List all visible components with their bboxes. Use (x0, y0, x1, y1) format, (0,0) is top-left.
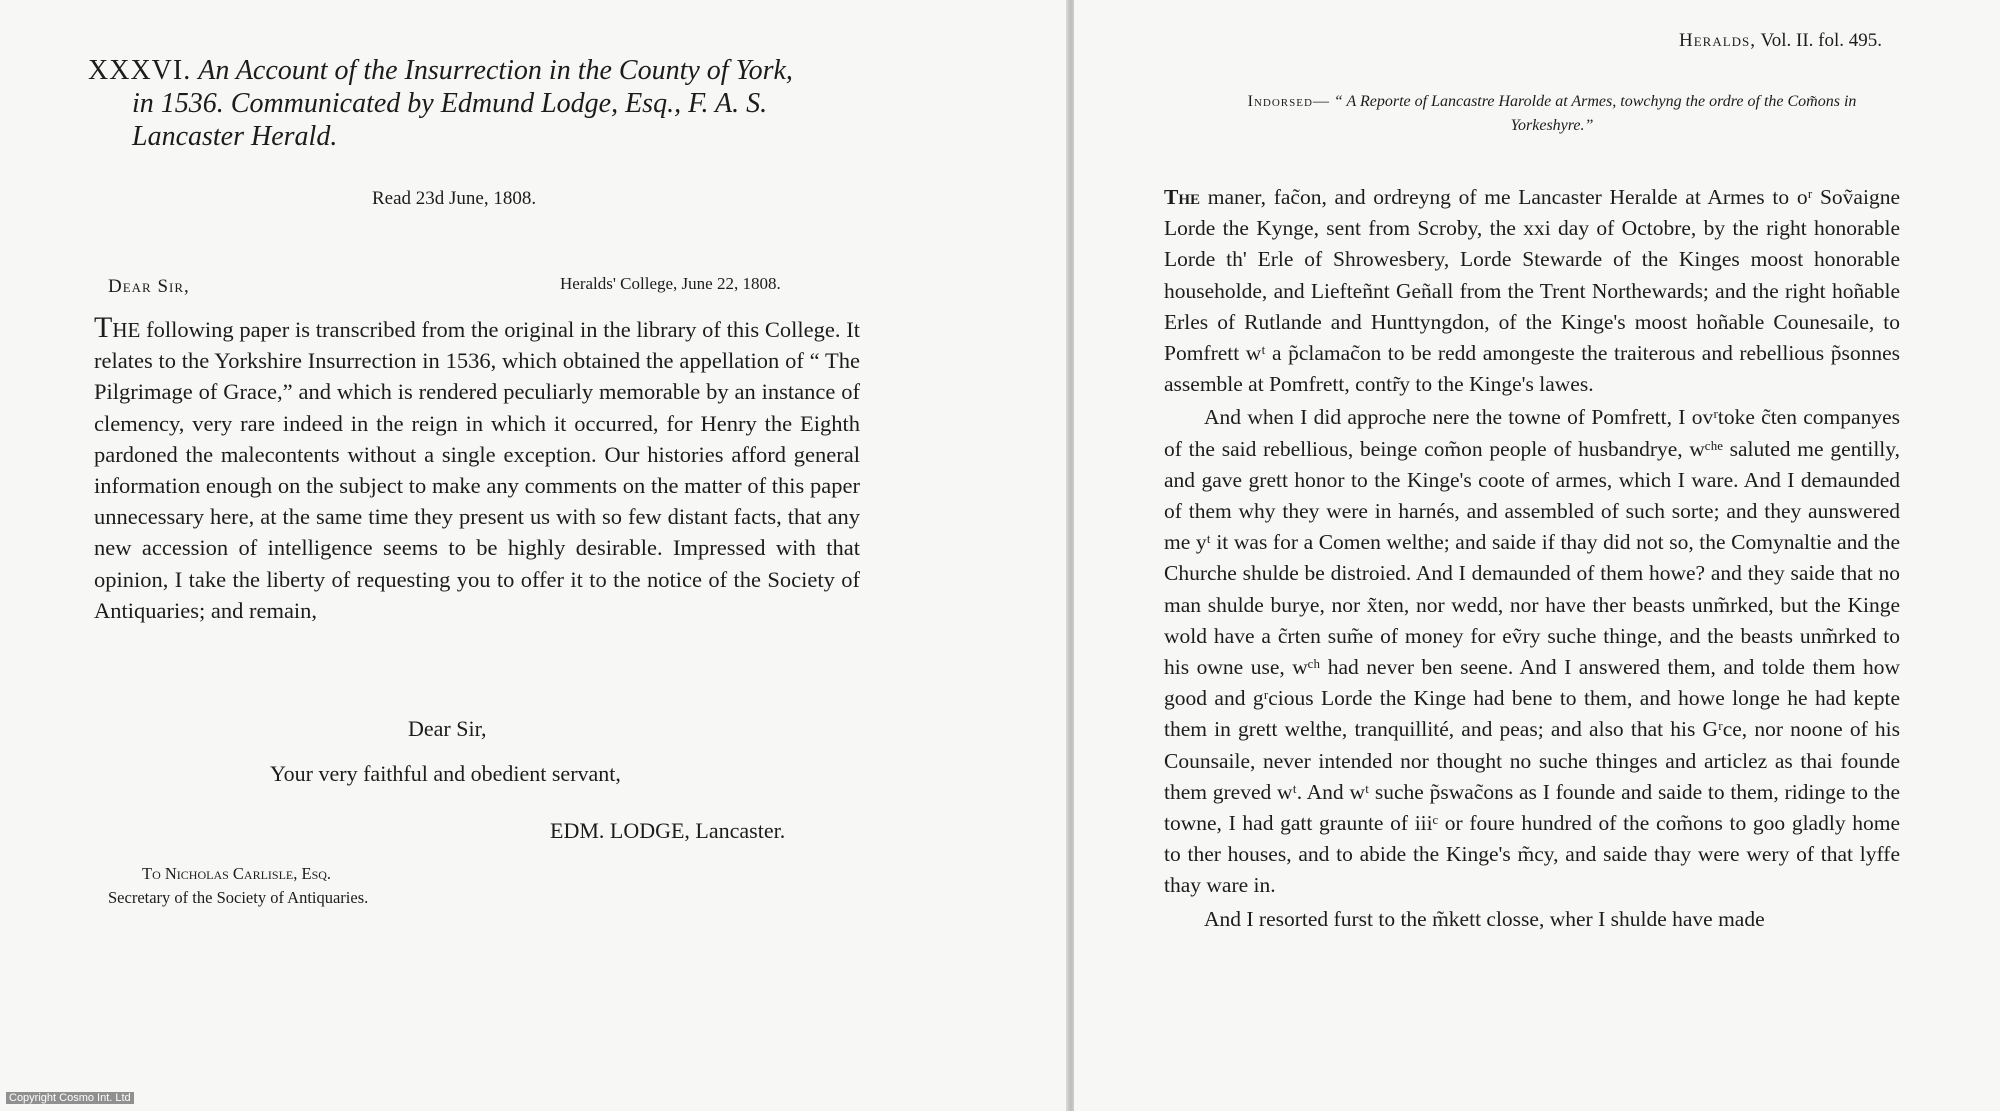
salutation: Dear Sir, (108, 276, 190, 297)
running-head-rest: Vol. II. fol. 495. (1760, 30, 1882, 51)
indorsement (1232, 90, 1872, 138)
letter-dropcap: The (94, 311, 141, 344)
article-title-line1: An Account of the Insurrection in the County of York, (198, 55, 793, 86)
report-text (1164, 182, 1900, 937)
report-paragraph-3: And I resorted furst to the m̃kett closse, wher I shulde have made (1204, 906, 1765, 931)
read-date: Read 23d June, 1808. (372, 188, 537, 209)
indorsement-text: “ A Reporte of Lancastre Harolde at Armes, towchyng the ordre of the Com̃ons in Yorkeshyre.” (1333, 93, 1857, 134)
indorsement-label: Indorsed— (1247, 93, 1330, 110)
report-paragraph-2: And when I did approche nere the towne of Pomfrett, I ovʳtoke c̃ten companyes of the said rebellious, beinge com̃on people of husbandrye, wᶜʰᵉ saluted me gentilly, and gave grett honor to the Kinge's coote of armes, which I ware. And I demaunded of them why they were in harnés, and assembled of such sorte; and they aunswered me yᵗ it was for a Comen welthe; and saide if thay did not so, the Comynaltie and the Churche shulde be distroied. And I demaunded of them howe? and they saide that no man shulde burye, nor x̃ten, nor wedd, nor have ther beasts unm̃rked, but the Kinge wold have a c̃rten sum̃e of money for eṽry suche thinge, and the beasts unm̃rked to his owne use, wᶜʰ had never ben seene. And I answered them, and tolde them how good and gʳcious Lorde the Kinge had bene to them, and howe longe he had kepte them in grett welthe, tranquillité, and peas; and also that his Gʳce, nor noone of his Counsaile, never intended nor thought no suche thinges and articlez as thai founde them greved wᵗ. And wᵗ suche p̃swac̃ons as I founde and saide to them, ridinge to the towne, I had gatt graunte of iiiᶜ or foure hundred of the com̃ons to goo gladly home to ther houses, and to abide the Kinge's m̃cy, and saide thay were wery of that lyffe thay ware in. (1164, 405, 1900, 898)
report-lead: The (1164, 185, 1201, 209)
letter-body-text: following paper is transcribed from the original in the library of this College. It relates to the Yorkshire Insurrection in 1536, which obtained the appellation of “ The Pilgrimage of Grace,” and which is rendered peculiarly memorable by an instance of clemency, very rare indeed in the reign in which it occurred, for Henry the Eighth pardoned the malecontents without a single exception. Our histories afford general information enough on the subject to make any comments on the matter of this paper unnecessary here, at the same time they present us with so few distant facts, that any new accession of intelligence seems to be highly desirable. Impressed with that opinion, I take the liberty of requesting you to offer it to the notice of the Society of Antiquaries; and remain, (94, 317, 860, 623)
article-title-line2: in 1536. Communicated by Edmund Lodge, Esq., F. A. S. (132, 88, 768, 119)
letter-body (94, 312, 860, 626)
addressee-line2: Secretary of the Society of Antiquaries. (108, 888, 369, 907)
closing-line: Your very faithful and obedient servant, (270, 761, 621, 786)
article-title-line3: Lancaster Herald. (132, 121, 338, 152)
addressee (108, 862, 368, 910)
report-paragraph (1164, 182, 1900, 400)
signature: EDM. LODGE, Lancaster. (550, 818, 786, 843)
dateline: Heralds' College, June 22, 1808. (560, 274, 781, 293)
addressee-line1: To Nicholas Carlisle, Esq. (142, 864, 332, 883)
right-page (1074, 0, 2000, 1111)
running-head (1679, 30, 1882, 52)
report-paragraph-1: maner, fac̃on, and ordreyng of me Lancaster Heralde at Armes to oʳ Soṽaigne Lorde the Kynge, sent from Scroby, the xxi day of Octobre, by the right honorable Lorde th' Erle of Shrowesbery, Lorde Stewarde of the Kinges moost honorable householde, and Liefteñnt Geñall from the Trent Northewards; and the right hoñable Erles of Rutlande and Hunttyngdon, of the Kinge's moost hoñable Counesaile, to Pomfrett wᵗ a p̃clamac̃on to be redd amongeste the traiterous and rebellious p̃sonnes assemble at Pomfrett, contr̃y to the Kinge's lawes. (1164, 185, 1900, 397)
bleed-through-text (60, 14, 65, 37)
article-heading (88, 54, 888, 153)
running-head-label: Heralds, (1678, 30, 1757, 51)
article-number: XXXVI. (88, 55, 192, 86)
copyright-watermark: Copyright Cosmo Int. Ltd (6, 1092, 134, 1104)
closing-salutation: Dear Sir, (408, 716, 487, 741)
